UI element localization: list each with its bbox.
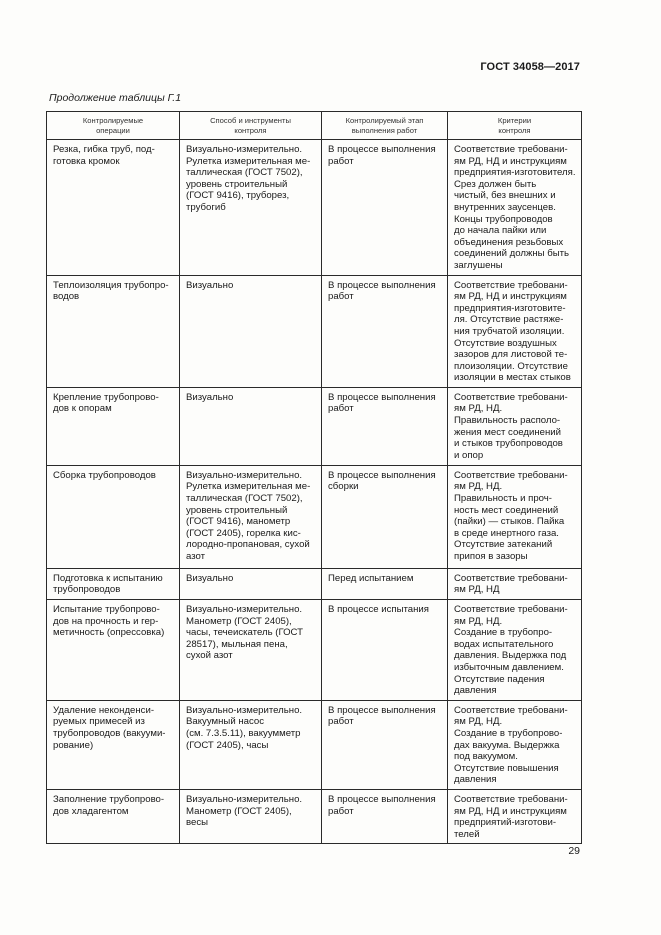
cell-criteria: Соответствие требовани- ям РД, НД. Создание в трубопрово- дах вакуума. Выдержка под вакуумом. Отсутствие повышения давления — [448, 700, 582, 789]
table-row — [47, 600, 582, 701]
cell-operation: Испытание трубопрово- дов на прочность и гер- метичность (опрессовка) — [47, 600, 180, 701]
cell-stage: В процессе выполнения работ — [322, 140, 448, 276]
cell-method: Визуально — [180, 568, 322, 599]
cell-criteria: Соответствие требовани- ям РД, НД и инструкциям предприятия-изготовителя. Срез должен быть чистый, без внешних и внутренних заусенцев. Концы трубопроводов до начала пайки или объединения резьбовых соединений должны быть заглушены — [448, 140, 582, 276]
cell-method: Визуально — [180, 275, 322, 387]
cell-stage: В процессе выполнения работ — [322, 700, 448, 789]
cell-criteria: Соответствие требовани- ям РД, НД. Правильность и проч- ность мест соединений (пайки) — стыков. Пайка в среде инертного газа. Отсутствие затеканий припоя в зазоры — [448, 465, 582, 568]
cell-operation: Удаление неконденси- руемых примесей из трубопроводов (вакууми- рование) — [47, 700, 180, 789]
cell-method: Визуально-измерительно. Манометр (ГОСТ 2405), весы — [180, 789, 322, 843]
cell-operation: Подготовка к испытанию трубопроводов — [47, 568, 180, 599]
cell-criteria: Соответствие требовани- ям РД, НД — [448, 568, 582, 599]
table-caption: Продолжение таблицы Г.1 — [49, 92, 182, 104]
document-standard-number: ГОСТ 34058—2017 — [480, 61, 580, 73]
cell-method: Визуально — [180, 387, 322, 465]
table-row — [47, 275, 582, 387]
column-header-criteria: Критерии контроля — [448, 112, 582, 140]
cell-operation: Сборка трубопроводов — [47, 465, 180, 568]
table-row — [47, 387, 582, 465]
control-table — [46, 111, 582, 844]
table-row — [47, 465, 582, 568]
cell-stage: В процессе испытания — [322, 600, 448, 701]
column-header-methods: Способ и инструменты контроля — [180, 112, 322, 140]
cell-stage: В процессе выполнения сборки — [322, 465, 448, 568]
table-row — [47, 568, 582, 599]
cell-criteria: Соответствие требовани- ям РД, НД и инструкциям предприятий-изготови- телей — [448, 789, 582, 843]
table-row — [47, 140, 582, 276]
cell-operation: Резка, гибка труб, под- готовка кромок — [47, 140, 180, 276]
cell-method: Визуально-измерительно. Вакуумный насос (см. 7.3.5.11), вакуумметр (ГОСТ 2405), часы — [180, 700, 322, 789]
cell-method: Визуально-измерительно. Рулетка измерительная ме- таллическая (ГОСТ 7502), уровень строительный (ГОСТ 9416), манометр (ГОСТ 2405), горелка кис- лородно-пропановая, сухой азот — [180, 465, 322, 568]
cell-method: Визуально-измерительно. Манометр (ГОСТ 2405), часы, течеискатель (ГОСТ 28517), мыльная пена, сухой азот — [180, 600, 322, 701]
page-number: 29 — [568, 845, 580, 857]
column-header-operations: Контролируемые операции — [47, 112, 180, 140]
cell-operation: Крепление трубопрово- дов к опорам — [47, 387, 180, 465]
cell-stage: Перед испытанием — [322, 568, 448, 599]
cell-criteria: Соответствие требовани- ям РД, НД. Правильность располо- жения мест соединений и стыков трубопроводов и опор — [448, 387, 582, 465]
cell-method: Визуально-измерительно. Рулетка измерительная ме- таллическая (ГОСТ 7502), уровень строительный (ГОСТ 9416), труборез, трубогиб — [180, 140, 322, 276]
cell-criteria: Соответствие требовани- ям РД, НД и инструкциям предприятия-изготовите- ля. Отсутствие растяже- ния трубчатой изоляции. Отсутствие воздушных зазоров для листовой те- плоизоляции. Отсутствие изоляции в местах стыков — [448, 275, 582, 387]
cell-operation: Теплоизоляция трубопро- водов — [47, 275, 180, 387]
table-row — [47, 700, 582, 789]
cell-criteria: Соответствие требовани- ям РД, НД. Создание в трубопро- водах испытательного давления. Выдержка под избыточным давлением. Отсутствие падения давления — [448, 600, 582, 701]
cell-stage: В процессе выполнения работ — [322, 789, 448, 843]
cell-stage: В процессе выполнения работ — [322, 387, 448, 465]
column-header-stage: Контролируемый этап выполнения работ — [322, 112, 448, 140]
cell-stage: В процессе выполнения работ — [322, 275, 448, 387]
table-row — [47, 789, 582, 843]
table-header-row — [47, 112, 582, 140]
cell-operation: Заполнение трубопрово- дов хладагентом — [47, 789, 180, 843]
